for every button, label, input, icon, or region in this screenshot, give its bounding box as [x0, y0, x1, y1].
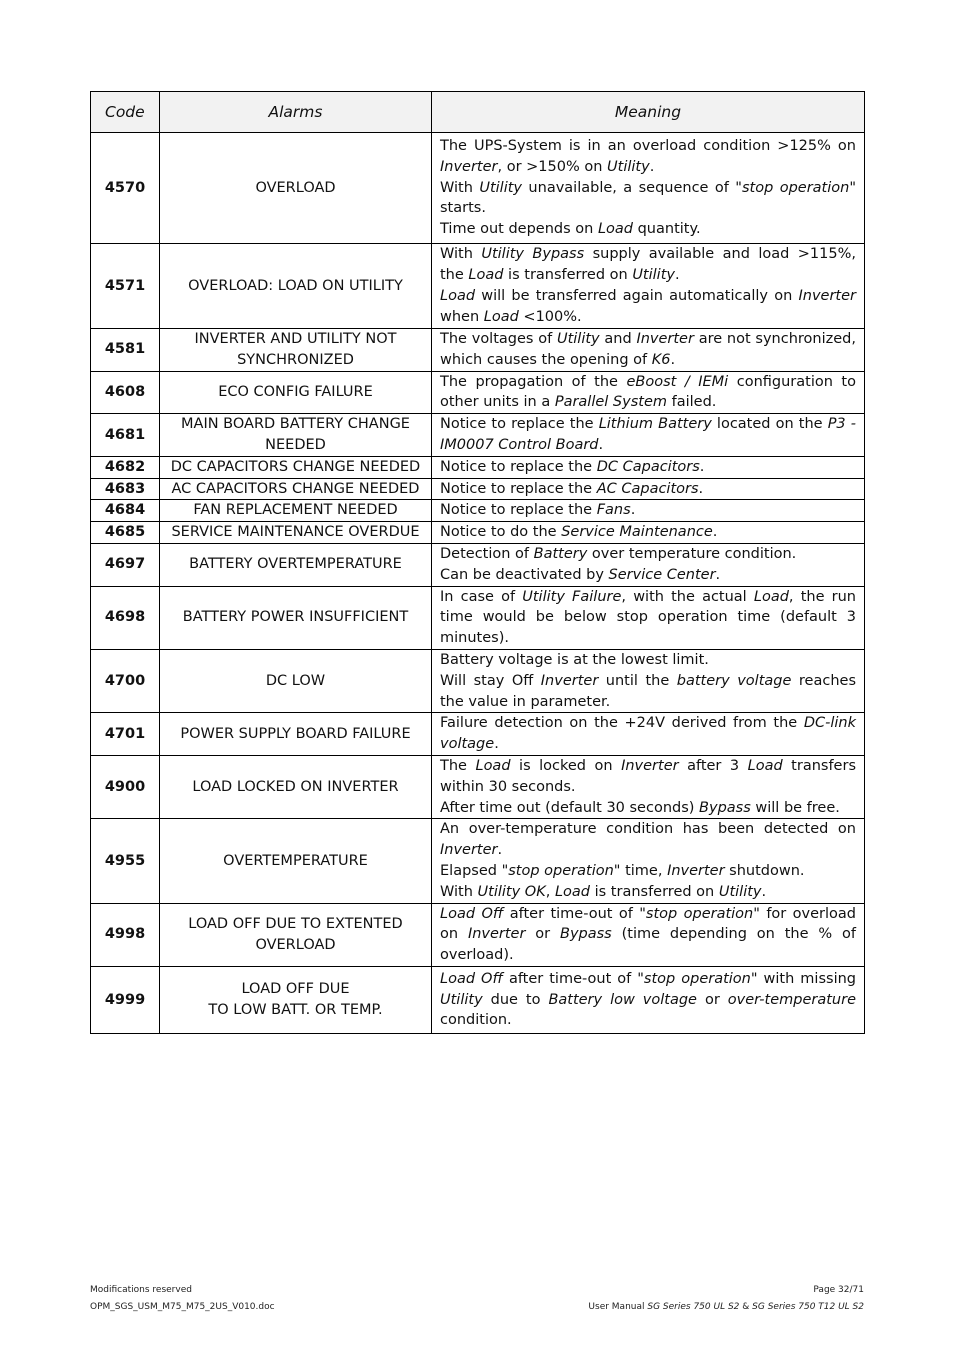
meaning-line	[440, 544, 856, 565]
meaning-text: located on the	[711, 416, 828, 433]
meaning-line	[440, 136, 856, 178]
meaning-text: .	[649, 158, 655, 175]
meaning-column-header: Meaning	[432, 92, 865, 133]
meaning-text: , with the actual	[621, 588, 754, 605]
meaning-text: Can be deactivated by	[440, 566, 609, 583]
alarm-name: OVERTEMPERATURE	[160, 819, 432, 903]
meaning-text: and	[599, 331, 637, 347]
alarm-code: 4683	[91, 478, 160, 500]
meaning-term: Inverter	[798, 288, 856, 304]
meaning-text: reaches the value in parameter.	[440, 672, 856, 710]
alarm-meaning	[432, 371, 865, 414]
meaning-term: Utility OK	[477, 883, 546, 900]
meaning-term: Utility	[556, 331, 600, 347]
meaning-term: "stop operation"	[735, 179, 856, 196]
meaning-text: when	[440, 308, 484, 325]
meaning-text: transfers within 30 seconds.	[440, 757, 856, 795]
meaning-text: after 3	[678, 757, 748, 774]
meaning-text: Notice to replace the	[440, 480, 597, 497]
meaning-text: time,	[620, 862, 668, 879]
meaning-text: until the	[598, 672, 677, 689]
meaning-term: over-temperature	[727, 991, 856, 1008]
meaning-term: Load	[747, 757, 783, 774]
meaning-text: Notice to replace the	[440, 416, 599, 433]
meaning-term: Utility	[718, 883, 762, 900]
table-row	[91, 543, 865, 586]
footer-doc-filename: OPM_SGS_USM_M75_M75_2US_V010.doc	[90, 1302, 275, 1312]
meaning-line	[440, 882, 856, 903]
meaning-text: is locked on	[510, 757, 622, 774]
alarm-code: 4571	[91, 244, 160, 329]
meaning-line	[440, 372, 856, 414]
meaning-text: The propagation of the	[440, 373, 627, 390]
meaning-text: .	[630, 502, 636, 519]
meaning-text: Will stay Off	[440, 672, 541, 689]
table-row	[91, 755, 865, 818]
meaning-term: Load	[753, 588, 789, 605]
table-row	[91, 903, 865, 966]
meaning-text: .	[674, 267, 680, 284]
meaning-term: Fans	[596, 502, 631, 519]
alarm-code: 4698	[91, 586, 160, 649]
table-row	[91, 478, 865, 500]
alarm-code: 4570	[91, 133, 160, 244]
table-row	[91, 649, 865, 712]
meaning-term: P3 - IM0007 Control Board	[440, 416, 856, 453]
meaning-text: .	[699, 458, 705, 475]
meaning-text: after time-out of	[502, 970, 638, 987]
meaning-line	[440, 713, 856, 755]
meaning-text: is transferred on	[503, 267, 633, 284]
meaning-text: ,	[545, 883, 555, 900]
table-row	[91, 371, 865, 414]
alarm-code: 4900	[91, 755, 160, 818]
alarm-name: LOAD OFF DUE TO EXTENTED OVERLOAD	[160, 903, 432, 966]
meaning-text: .	[712, 524, 718, 541]
alarm-meaning	[432, 456, 865, 478]
meaning-line	[440, 522, 856, 543]
meaning-line	[440, 861, 856, 882]
code-column-header: Code	[91, 92, 160, 133]
meaning-term: Load Off	[440, 970, 503, 987]
meaning-text: .	[698, 480, 704, 497]
meaning-term: Load	[597, 221, 633, 238]
table-row	[91, 456, 865, 478]
meaning-term: Service Maintenance	[561, 524, 713, 541]
meaning-line	[440, 650, 856, 671]
alarm-meaning	[432, 543, 865, 586]
alarm-code: 4608	[91, 371, 160, 414]
alarm-name: OVERLOAD	[160, 133, 432, 244]
alarm-meaning	[432, 500, 865, 522]
meaning-text: will be free.	[750, 799, 840, 816]
meaning-text: Elapsed	[440, 862, 502, 879]
alarm-code: 4955	[91, 819, 160, 903]
table-row	[91, 522, 865, 544]
meaning-term: eBoost / IEMi	[626, 373, 729, 390]
meaning-line	[440, 500, 856, 521]
meaning-text: or	[696, 991, 728, 1008]
alarm-name: BATTERY OVERTEMPERATURE	[160, 543, 432, 586]
alarm-meaning	[432, 819, 865, 903]
meaning-term: Load	[475, 757, 511, 774]
meaning-text: Notice to replace the	[440, 458, 597, 475]
alarm-table	[90, 91, 865, 1034]
meaning-text: .	[715, 566, 721, 583]
alarm-name: ECO CONFIG FAILURE	[160, 371, 432, 414]
meaning-text: failed.	[667, 394, 717, 411]
meaning-text: After time out (default 30 seconds)	[440, 799, 700, 816]
meaning-line	[440, 329, 856, 371]
meaning-term: Load	[468, 267, 504, 284]
meaning-text: quantity.	[632, 221, 701, 238]
meaning-text: supply available and load >115%, the	[440, 246, 856, 284]
meaning-term: "stop operation"	[501, 862, 621, 879]
meaning-text: Failure detection on the +24V derived from the	[440, 715, 804, 732]
meaning-text: starts.	[440, 200, 486, 217]
meaning-text: The UPS-System is in an overload condition >125% on	[440, 138, 856, 154]
table-row	[91, 329, 865, 372]
alarm-meaning	[432, 522, 865, 544]
alarm-code: 4999	[91, 966, 160, 1033]
meaning-text: , or >150% on	[497, 158, 608, 175]
meaning-term: "stop operation"	[639, 905, 760, 922]
alarm-meaning	[432, 133, 865, 244]
meaning-term: Lithium Battery	[598, 416, 712, 433]
alarm-name: LOAD OFF DUE TO LOW BATT. OR TEMP.	[160, 966, 432, 1033]
meaning-term: Inverter	[621, 757, 679, 774]
meaning-term: DC-link voltage	[440, 715, 856, 753]
table-row	[91, 586, 865, 649]
meaning-term: Battery low voltage	[548, 991, 697, 1008]
footer-right	[588, 1282, 864, 1316]
alarm-meaning	[432, 713, 865, 756]
alarm-name: LOAD LOCKED ON INVERTER	[160, 755, 432, 818]
meaning-text: Notice to replace the	[440, 502, 597, 519]
table-row	[91, 133, 865, 244]
meaning-text: .	[494, 736, 499, 753]
alarm-name: DC LOW	[160, 649, 432, 712]
meaning-term: Service Center	[608, 566, 716, 583]
alarm-name: DC CAPACITORS CHANGE NEEDED	[160, 456, 432, 478]
meaning-text: <100%.	[518, 308, 582, 325]
meaning-term: Load	[483, 308, 519, 325]
meaning-text: (time depending on the % of overload).	[440, 926, 857, 964]
alarm-code: 4684	[91, 500, 160, 522]
meaning-term: Load	[440, 288, 476, 304]
footer-manual-title: User Manual SG Series 750 UL S2 & SG Series 750 T12 UL S2	[588, 1302, 864, 1312]
alarm-name: INVERTER AND UTILITY NOT SYNCHRONIZED	[160, 329, 432, 372]
meaning-term: Inverter	[467, 926, 526, 943]
meaning-line	[440, 219, 856, 240]
footer-page-number: Page 32/71	[813, 1285, 864, 1295]
meaning-text: unavailable, a sequence of	[522, 179, 736, 196]
alarm-meaning	[432, 244, 865, 329]
meaning-line	[440, 414, 856, 456]
meaning-term: Load Off	[440, 905, 504, 922]
meaning-term: Inverter	[540, 672, 599, 689]
alarm-code: 4701	[91, 713, 160, 756]
alarm-name: OVERLOAD: LOAD ON UTILITY	[160, 244, 432, 329]
meaning-line	[440, 756, 856, 798]
meaning-text: configuration to other units in a	[440, 373, 856, 411]
footer-modifications: Modifications reserved	[90, 1285, 192, 1295]
meaning-term: Utility Failure	[522, 588, 622, 605]
alarm-code: 4998	[91, 903, 160, 966]
meaning-term: AC Capacitors	[596, 480, 699, 497]
meaning-term: Utility	[607, 158, 650, 175]
meaning-text: With	[440, 246, 482, 263]
alarm-code: 4581	[91, 329, 160, 372]
meaning-text: shutdown.	[724, 862, 805, 879]
meaning-line	[440, 244, 856, 286]
meaning-line	[440, 479, 856, 500]
meaning-text: with missing	[757, 970, 856, 987]
meaning-text: An over-temperature condition has been detected on	[440, 821, 856, 838]
meaning-text: Time out depends on	[440, 221, 598, 238]
meaning-line	[440, 798, 856, 819]
table-row	[91, 819, 865, 903]
meaning-text: for overload on	[440, 905, 856, 943]
alarm-code: 4681	[91, 414, 160, 457]
meaning-term: Load	[554, 883, 590, 900]
meaning-text: Detection of	[440, 545, 534, 562]
alarm-name: BATTERY POWER INSUFFICIENT	[160, 586, 432, 649]
alarm-code: 4685	[91, 522, 160, 544]
table-header-row	[91, 92, 865, 133]
alarm-meaning	[432, 649, 865, 712]
meaning-line	[440, 565, 856, 586]
alarm-meaning	[432, 586, 865, 649]
alarm-name: AC CAPACITORS CHANGE NEEDED	[160, 478, 432, 500]
meaning-term: battery voltage	[676, 672, 792, 689]
meaning-line	[440, 587, 856, 649]
meaning-text: or	[525, 926, 560, 943]
alarm-meaning	[432, 329, 865, 372]
meaning-text: .	[670, 351, 676, 368]
meaning-text: The	[440, 757, 476, 774]
alarm-name: POWER SUPPLY BOARD FAILURE	[160, 713, 432, 756]
meaning-text: due to	[482, 991, 549, 1008]
table-row	[91, 966, 865, 1033]
meaning-term: Battery	[533, 545, 588, 562]
meaning-term: Inverter	[440, 842, 498, 859]
alarm-name: FAN REPLACEMENT NEEDED	[160, 500, 432, 522]
meaning-term: Utility	[440, 991, 483, 1008]
meaning-text: is transferred on	[590, 883, 719, 900]
table-row	[91, 500, 865, 522]
footer-left	[90, 1282, 275, 1316]
meaning-text: In case of	[440, 588, 523, 605]
meaning-text: will be transferred again automatically on	[475, 288, 799, 304]
meaning-term: K6	[651, 351, 671, 368]
alarm-name: SERVICE MAINTENANCE OVERDUE	[160, 522, 432, 544]
alarm-meaning	[432, 414, 865, 457]
alarms-column-header: Alarms	[160, 92, 432, 133]
meaning-line	[440, 286, 856, 328]
meaning-term: DC Capacitors	[596, 458, 700, 475]
alarm-meaning	[432, 478, 865, 500]
meaning-text: , the run time would be below stop operation time (default 3 minutes).	[440, 588, 856, 647]
meaning-text: .	[598, 436, 604, 453]
table-row	[91, 414, 865, 457]
alarm-name: MAIN BOARD BATTERY CHANGE NEEDED	[160, 414, 432, 457]
alarm-code: 4697	[91, 543, 160, 586]
meaning-text: Battery voltage is at the lowest limit.	[440, 651, 709, 668]
meaning-text: are not synchronized, which causes the opening of	[440, 331, 856, 368]
meaning-term: Inverter	[440, 158, 498, 175]
meaning-line	[440, 969, 856, 1031]
meaning-text: Notice to do the	[440, 524, 562, 541]
meaning-text: The voltages of	[440, 331, 557, 347]
meaning-line	[440, 819, 856, 861]
alarm-meaning	[432, 755, 865, 818]
meaning-term: Bypass	[699, 799, 751, 816]
meaning-text: .	[497, 842, 503, 859]
alarm-code: 4700	[91, 649, 160, 712]
meaning-text: With	[440, 883, 478, 900]
meaning-line	[440, 457, 856, 478]
meaning-text: after time-out of	[503, 905, 640, 922]
meaning-term: Bypass	[560, 926, 612, 943]
alarm-code: 4682	[91, 456, 160, 478]
table-row	[91, 713, 865, 756]
meaning-text: With	[440, 179, 480, 196]
meaning-term: Utility	[632, 267, 675, 284]
meaning-term: Inverter	[667, 862, 725, 879]
meaning-term: Utility Bypass	[481, 246, 585, 263]
meaning-text: condition.	[440, 1012, 512, 1029]
meaning-term: "stop operation"	[637, 970, 758, 987]
meaning-text: over temperature condition.	[587, 545, 797, 562]
meaning-term: Parallel System	[554, 394, 667, 411]
meaning-text: .	[761, 883, 767, 900]
meaning-line	[440, 904, 856, 966]
alarm-meaning	[432, 966, 865, 1033]
meaning-line	[440, 671, 856, 713]
meaning-term: Inverter	[636, 331, 694, 347]
meaning-term: Utility	[479, 179, 523, 196]
meaning-line	[440, 178, 856, 220]
alarm-meaning	[432, 903, 865, 966]
table-row	[91, 244, 865, 329]
